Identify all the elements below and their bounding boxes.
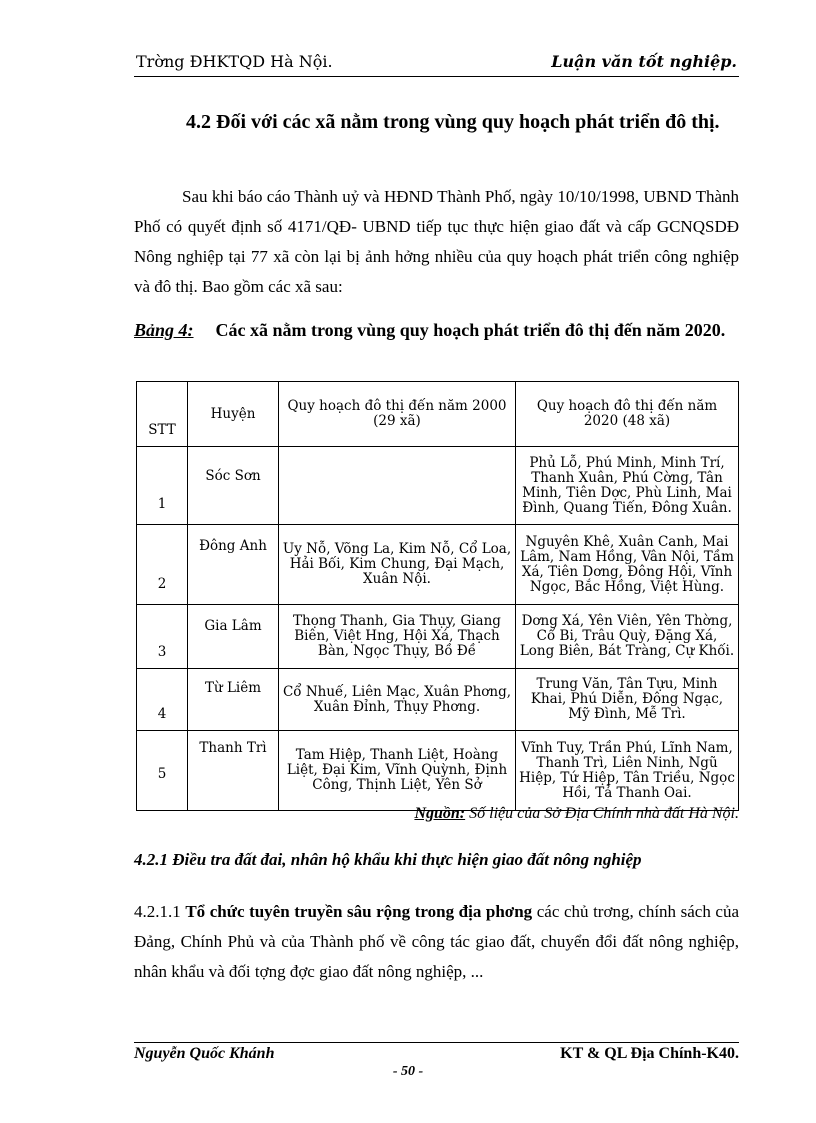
cell-2000: Thọng Thanh, Gia Thụy, Giang Biên, Việt Hng, Hội Xá, Thạch Bàn, Ngọc Thụy, Bồ Đề xyxy=(279,605,516,669)
cell-stt: 1 xyxy=(137,447,188,525)
cell-stt: 4 xyxy=(137,669,188,731)
cell-2000: Tam Hiệp, Thanh Liệt, Hoàng Liệt, Đại Kim, Vĩnh Quỳnh, Định Công, Thịnh Liệt, Yên Sở xyxy=(279,731,516,811)
intro-paragraph: Sau khi báo cáo Thành uỷ và HĐND Thành Phố, ngày 10/10/1998, UBND Thành Phố có quyết định số 4171/QĐ- UBND tiếp tục thực hiện giao đất và cấp GCNQSDĐ Nông nghiệp tại 77 xã còn lại bị ảnh hởng nhiều của quy hoạch phát triển công nghiệp và đô thị. Bao gồm các xã sau: xyxy=(134,187,739,296)
footer-author: Nguyễn Quốc Khánh xyxy=(134,1045,275,1062)
header-school: Trờng ĐHKTQD Hà Nội. xyxy=(136,52,333,71)
cell-district: Sóc Sơn xyxy=(188,447,279,525)
header-2020: Quy hoạch đô thị đến năm 2020 (48 xã) xyxy=(516,382,739,447)
cell-stt: 3 xyxy=(137,605,188,669)
table-header-row xyxy=(137,382,739,447)
header-district: Huyện xyxy=(188,382,279,447)
table-row xyxy=(137,447,739,525)
planning-table xyxy=(136,381,739,811)
paragraph-text: các chủ trơng, chính sách của Đảng, Chính Phủ và của Thành phố về công tác giao đất, chuyển đổi đất nông nghiệp, nhân khẩu và đối tợng đợc giao đất nông nghiệp, ... xyxy=(134,902,739,981)
cell-2020: Nguyên Khê, Xuân Canh, Mai Lâm, Nam Hồng, Vân Nội, Tầm Xá, Tiên Dơng, Đông Hội, Vĩnh Ngọc, Bắc Hồng, Việt Hùng. xyxy=(516,525,739,605)
section-title: Đối với các xã nằm trong vùng quy hoạch phát triển đô thị. xyxy=(211,111,720,133)
page-number: - 50 - xyxy=(392,1064,424,1079)
table-row xyxy=(137,731,739,811)
cell-2020: Phủ Lỗ, Phú Minh, Minh Trí, Thanh Xuân, Phú Cờng, Tân Minh, Tiên Dợc, Phù Linh, Mai Đình, Quang Tiến, Đông Xuân. xyxy=(516,447,739,525)
table-label: Bảng 4: xyxy=(134,320,194,340)
cell-stt: 2 xyxy=(137,525,188,605)
cell-2020: Vĩnh Tuy, Trần Phú, Lĩnh Nam, Thanh Trì, Liên Ninh, Ngũ Hiệp, Tứ Hiệp, Tân Triều, Ngọc Hồi, Tả Thanh Oai. xyxy=(516,731,739,811)
table-source xyxy=(414,805,739,823)
footer-department: KT & QL Địa Chính-K40. xyxy=(560,1045,739,1062)
source-label: Nguồn: xyxy=(414,805,466,822)
section-number: 4.2 xyxy=(186,111,211,133)
subsection-heading: 4.2.1 Điều tra đất đai, nhân hộ khẩu khi thực hiện giao đất nông nghiệp xyxy=(134,850,642,869)
body-paragraph xyxy=(134,897,739,987)
cell-stt: 5 xyxy=(137,731,188,811)
header-stt: STT xyxy=(137,382,188,447)
cell-district: Từ Liêm xyxy=(188,669,279,731)
paragraph-emphasis: Tổ chức tuyên truyền sâu rộng trong địa phơng xyxy=(185,902,533,921)
cell-2000 xyxy=(279,447,516,525)
section-heading xyxy=(134,104,739,140)
header-2000: Quy hoạch đô thị đến năm 2000 (29 xã) xyxy=(279,382,516,447)
header-title: Luận văn tốt nghiệp. xyxy=(551,52,737,71)
table-caption xyxy=(134,316,739,345)
table-row xyxy=(137,605,739,669)
cell-district: Đông Anh xyxy=(188,525,279,605)
cell-district: Gia Lâm xyxy=(188,605,279,669)
table-title: Các xã nằm trong vùng quy hoạch phát triển đô thị đến năm 2020. xyxy=(215,320,726,340)
page-footer xyxy=(134,1042,739,1062)
table-row xyxy=(137,525,739,605)
cell-2000: Uy Nỗ, Võng La, Kim Nỗ, Cổ Loa, Hải Bối, Kim Chung, Đại Mạch, Xuân Nội. xyxy=(279,525,516,605)
cell-2020: Dơng Xá, Yên Viên, Yên Thờng, Cổ Bi, Trâu Quỳ, Đặng Xá, Long Biên, Bát Tràng, Cự Khối. xyxy=(516,605,739,669)
source-text: Số liệu của Sở Địa Chính nhà đất Hà Nội. xyxy=(465,805,739,822)
cell-2000: Cổ Nhuế, Liên Mạc, Xuân Phơng, Xuân Đỉnh, Thụy Phơng. xyxy=(279,669,516,731)
page-header xyxy=(134,50,739,77)
cell-district: Thanh Trì xyxy=(188,731,279,811)
table-row xyxy=(137,669,739,731)
cell-2020: Trung Văn, Tân Tựu, Minh Khai, Phú Diễn, Đông Ngạc, Mỹ Đình, Mễ Trì. xyxy=(516,669,739,731)
paragraph-number: 4.2.1.1 xyxy=(134,902,186,921)
